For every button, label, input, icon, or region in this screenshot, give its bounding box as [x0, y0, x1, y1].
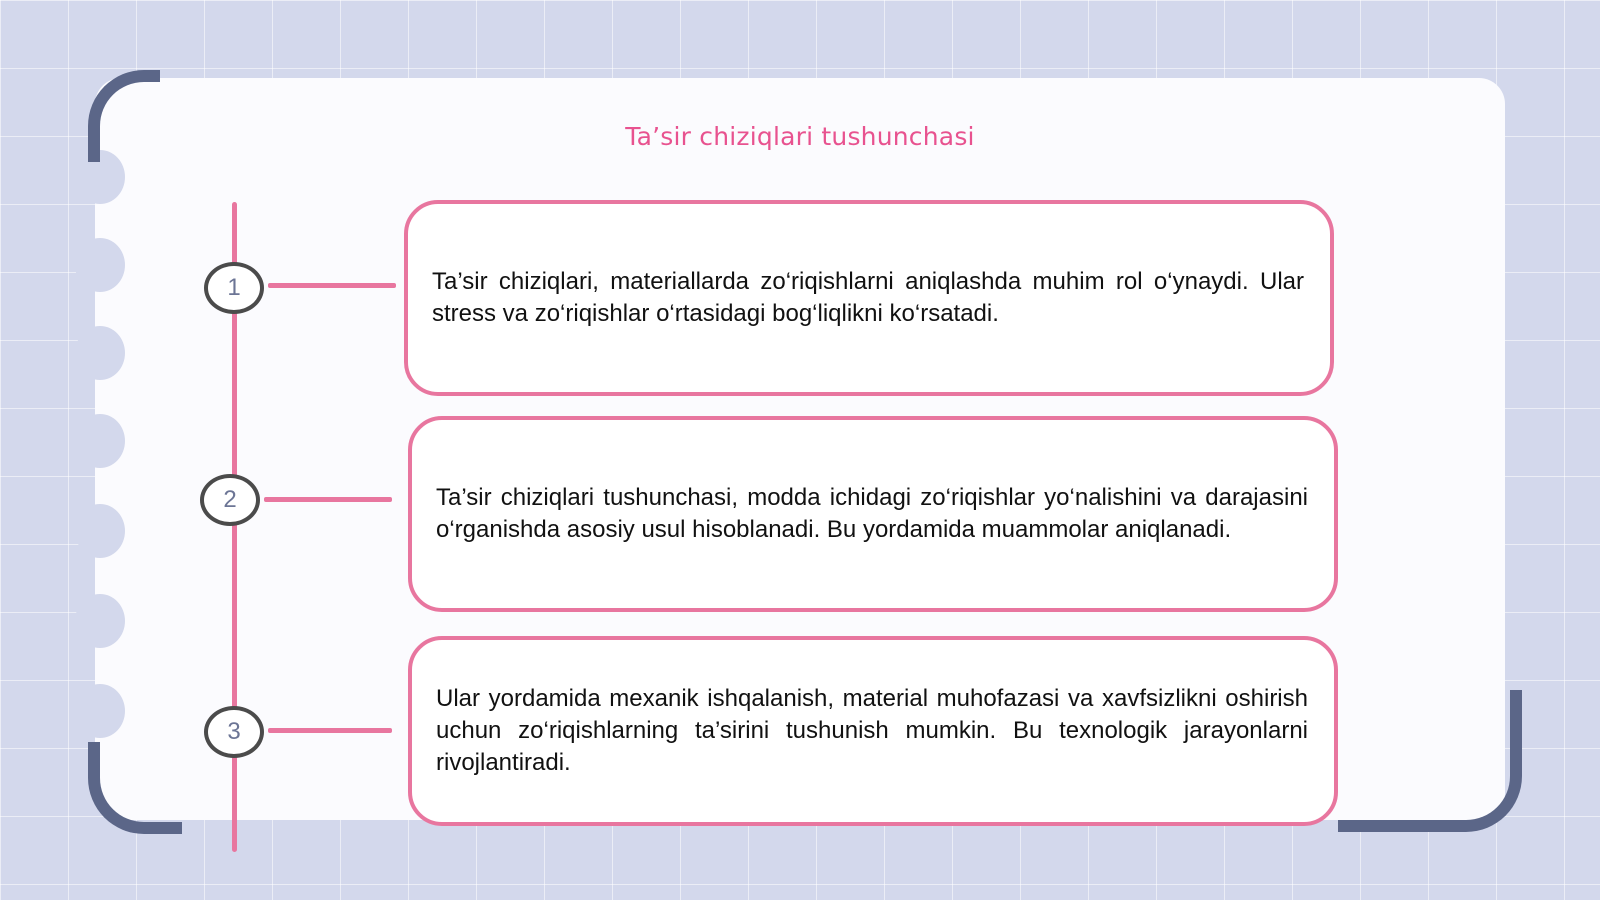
step-number: 3: [227, 718, 241, 745]
binder-hole: [75, 238, 125, 292]
binder-hole: [75, 414, 125, 468]
step-card: [408, 416, 1338, 612]
step-text: Ular yordamida mexanik ishqalanish, material muhofazasi va xavfsizlikni oshirish uchun zo‘riqishlarning ta’sirini tushunish mumkin. Bu texnologik jarayonlarni rivojlantiradi.: [436, 685, 1308, 776]
binder-hole: [75, 594, 125, 648]
step-number-badge: [200, 474, 260, 526]
step-number-badge: [204, 262, 264, 314]
frame-corner-bottom-right: [1338, 690, 1522, 832]
frame-corner-top-left: [88, 70, 160, 162]
connector-line: [268, 728, 392, 733]
step-number-badge: [204, 706, 264, 758]
step-card: [404, 200, 1334, 396]
step-card: [408, 636, 1338, 826]
step-text: Ta’sir chiziqlari tushunchasi, modda ichidagi zo‘riqishlar yo‘nalishini va darajasini o‘rganishda asosiy usul hisoblanadi. Bu yordamida muammolar aniqlanadi.: [436, 484, 1308, 543]
connector-line: [268, 283, 396, 288]
binder-hole: [75, 684, 125, 738]
slide-title: Ta’sir chiziqlari tushunchasi: [625, 122, 975, 151]
step-number: 2: [223, 486, 237, 513]
binder-hole: [75, 504, 125, 558]
step-text: Ta’sir chiziqlari, materiallarda zo‘riqishlarni aniqlashda muhim rol o‘ynaydi. Ular stress va zo‘riqishlar o‘rtasidagi bog‘liqlikni ko‘rsatadi.: [432, 268, 1304, 327]
connector-line: [264, 497, 392, 502]
frame-corner-bottom-left: [88, 742, 182, 834]
step-number: 1: [227, 274, 241, 301]
binder-hole: [75, 326, 125, 380]
